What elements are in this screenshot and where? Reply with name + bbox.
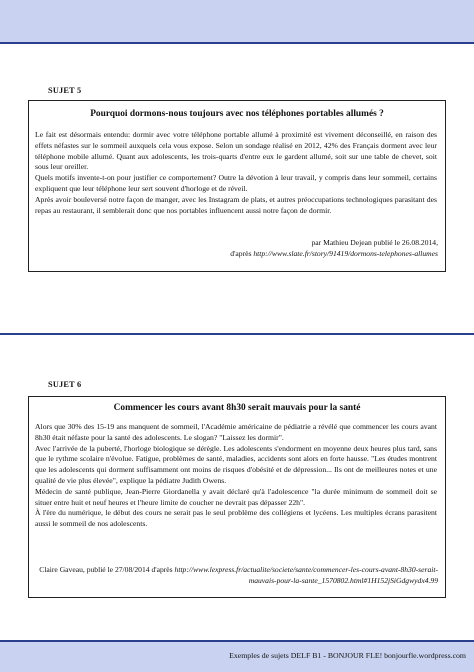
subject-6-paragraph: Médecin de santé publique, Jean-Pierre Giordanella y avait déclaré qu'à l'adolescence "la durée minimum de sommeil doit se situer entre huit et neuf heures et l'heure limite de coucher ne devrait pas dépasser 22h". xyxy=(35,486,437,507)
subject-5-title: Pourquoi dormons-nous toujours avec nos téléphones portables allumés ? xyxy=(90,109,384,119)
subject-5-label: SUJET 5 xyxy=(48,86,82,95)
subject-5-paragraph: Le fait est désormais entendu: dormir avec votre téléphone portable allumé à proximité est vivement déconseillé, en raison des effets néfastes sur le sommeil auxquels cela vous expose. Selon un sondage réalisé en 2012, 42% des Français dorment avec leur téléphone mobile allumé. Quant aux adolescents, les trois-quarts d'entre eux le gardent allumé, soit sur une table de chevet, soit sous leur oreiller. xyxy=(35,130,437,172)
header-band xyxy=(0,0,474,44)
subject-6-paragraph: Alors que 30% des 15-19 ans manquent de sommeil, l'Académie américaine de pédiatrie a révélé que commencer les cours avant 8h30 était néfaste pour la santé des adolescents. Le slogan? "Laissez les dormir". xyxy=(35,422,437,442)
subject-5-body xyxy=(35,130,437,216)
subject-6-credit-prefix: Claire Gaveau, publié le 27/08/2014 d'après xyxy=(39,565,175,574)
subject-5-credit-prefix: d'après xyxy=(230,248,254,258)
subject-6-credit xyxy=(36,565,438,586)
subject-5-credit-source xyxy=(36,249,438,260)
subject-6-title: Commencer les cours avant 8h30 serait mauvais pour la santé xyxy=(113,403,361,413)
section-divider xyxy=(0,333,474,335)
subject-5-credit xyxy=(36,238,438,259)
subject-6-label: SUJET 6 xyxy=(48,380,82,389)
subject-5-box xyxy=(28,100,446,272)
subject-6-paragraph: À l'ère du numérique, le début des cours ne serait pas le seul problème des collégiens et lycéens. Les multiples écrans parasitent aussi le sommeil de nos adolescents. xyxy=(35,508,437,529)
subject-5-paragraph: Quels motifs invente-t-on pour justifier ce comportement? Outre la dévotion à leur travail, y compris dans leur sommeil, certains expliquent que leur téléphone leur sert souvent d'horloge et de réveil. xyxy=(35,173,437,193)
subject-6-body xyxy=(35,422,437,530)
subject-6-box xyxy=(28,396,446,598)
subject-6-paragraph: Avec l'arrivée de la puberté, l'horloge biologique se dérègle. Les adolescents s'endorment en moyenne deux heures plus tard, sans que le rythme scolaire n'évolue. Fatigue, problèmes de santé, maladies, accidents sont alors en forte hausse. "Les études montrent que les adolescents qui dorment suffisamment ont moins de risques d'obésité et de dépression... Ils ont de meilleures notes et une qualité de vie plus élevée", explique la pédiatre Judith Owens. xyxy=(35,443,437,485)
subject-6-source-link[interactable]: http://www.lexpress.fr/actualite/societe/sante/commencer-les-cours-avant-8h30-serait-mauvais-pour-la-sante_1570802.html#1H152jSiGdgwydx4.99 xyxy=(174,565,438,585)
footer-text: Exemples de sujets DELF B1 - BONJOUR FLE! bonjourfle.wordpress.com xyxy=(229,651,466,660)
subject-5-paragraph: Après avoir bouleversé notre façon de manger, avec les Instagram de plats, et autres préoccupations technologiques parasitant des repas au restaurant, il semblerait donc que nos portables influencent aussi notre façon de dormir. xyxy=(35,194,437,215)
subject-5-credit-author: par Mathieu Dejean publié le 26.08.2014, xyxy=(311,238,438,247)
subject-5-source-link[interactable]: http://www.slate.fr/story/91419/dormons-telephones-allumes xyxy=(253,248,438,258)
